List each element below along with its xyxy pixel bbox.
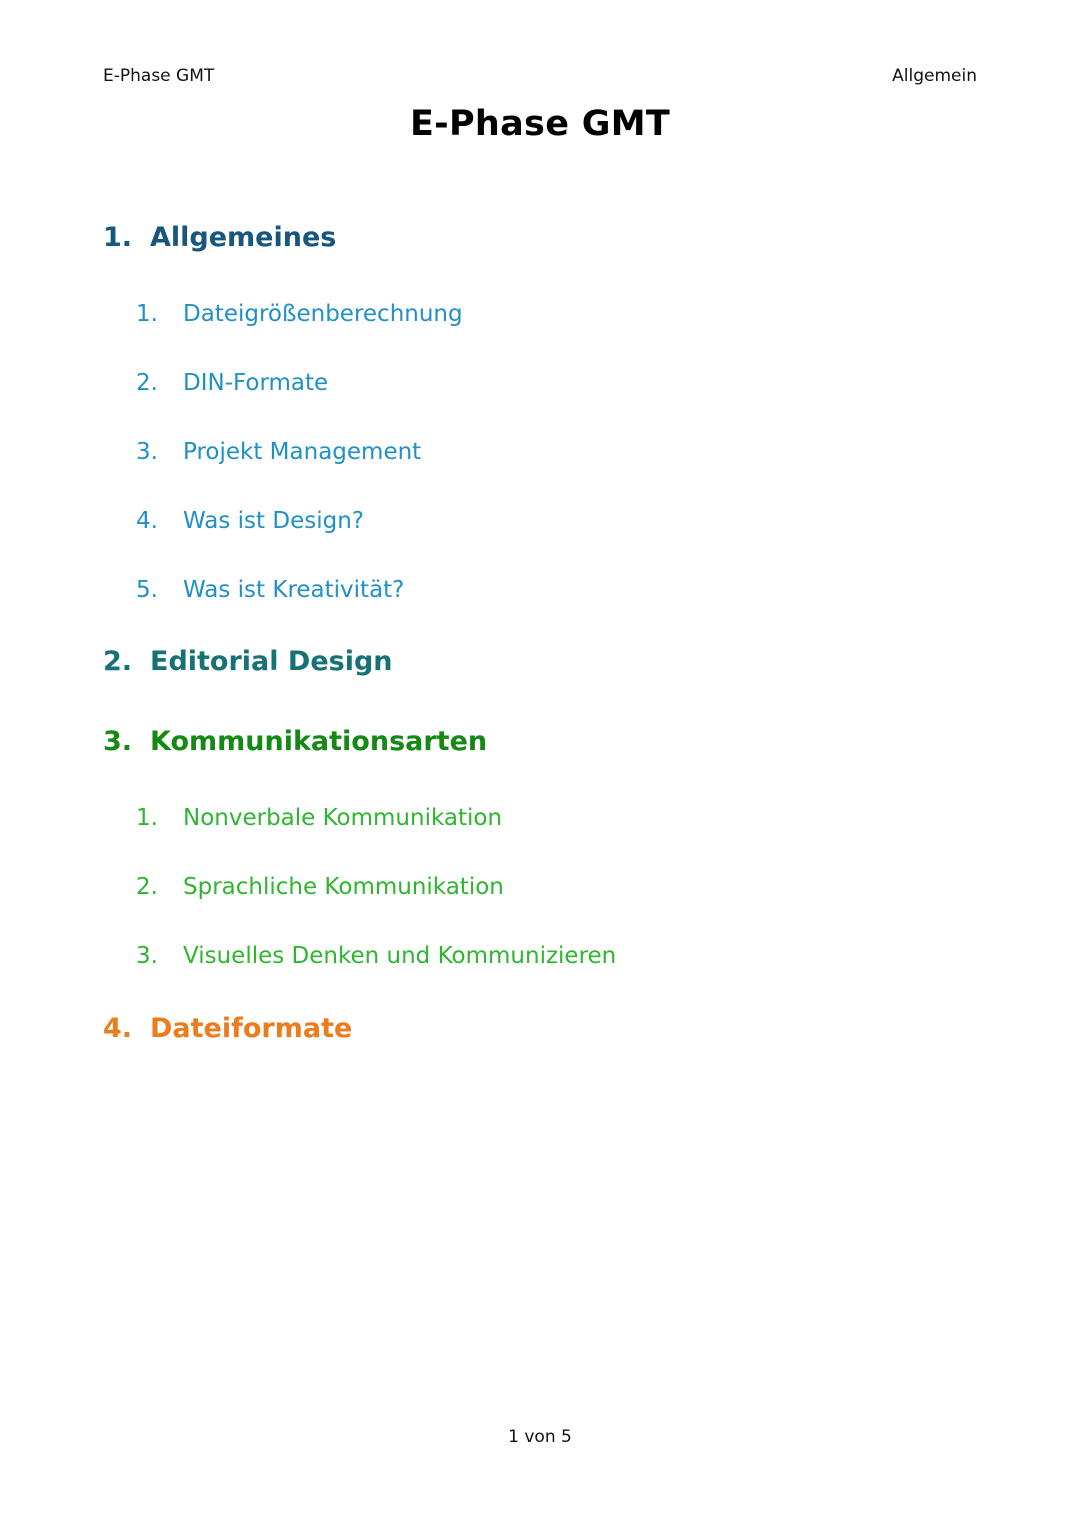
item-label: Sprachliche Kommunikation bbox=[183, 874, 504, 900]
section-label: Editorial Design bbox=[150, 646, 393, 677]
item-label: Was ist Kreativität? bbox=[183, 577, 405, 603]
page-title: E-Phase GMT bbox=[409, 104, 671, 144]
toc-section-editorial-design[interactable] bbox=[103, 646, 393, 677]
item-number: 3. bbox=[136, 943, 158, 969]
toc-item-nonverbale-kommunikation[interactable] bbox=[136, 805, 502, 831]
toc-section-kommunikationsarten[interactable] bbox=[103, 726, 487, 757]
section-number: 3. bbox=[103, 726, 133, 757]
section-label: Dateiformate bbox=[150, 1013, 353, 1044]
section-label: Kommunikationsarten bbox=[150, 726, 488, 757]
item-label: Was ist Design? bbox=[183, 508, 364, 534]
item-number: 4. bbox=[136, 508, 158, 534]
item-number: 3. bbox=[136, 439, 158, 465]
section-label: Allgemeines bbox=[150, 222, 337, 253]
item-label: Projekt Management bbox=[183, 439, 422, 465]
item-number: 2. bbox=[136, 370, 158, 396]
item-label: Dateigrößenberechnung bbox=[183, 301, 463, 327]
running-header-left: E-Phase GMT bbox=[103, 66, 215, 86]
section-number: 2. bbox=[103, 646, 133, 677]
toc-item-was-ist-kreativitaet[interactable] bbox=[136, 577, 404, 603]
item-number: 5. bbox=[136, 577, 158, 603]
page-number: 1 von 5 bbox=[508, 1427, 572, 1447]
toc-item-sprachliche-kommunikation[interactable] bbox=[136, 874, 504, 900]
item-number: 1. bbox=[136, 301, 158, 327]
toc-item-visuelles-denken[interactable] bbox=[136, 943, 616, 969]
item-label: Nonverbale Kommunikation bbox=[183, 805, 503, 831]
toc-item-din-formate[interactable] bbox=[136, 370, 328, 396]
toc-item-dateigroessenberechnung[interactable] bbox=[136, 301, 463, 327]
toc-section-dateiformate[interactable] bbox=[103, 1013, 352, 1044]
item-number: 2. bbox=[136, 874, 158, 900]
item-number: 1. bbox=[136, 805, 158, 831]
section-number: 1. bbox=[103, 222, 133, 253]
running-header-right: Allgemein bbox=[892, 66, 977, 86]
toc-item-was-ist-design[interactable] bbox=[136, 508, 364, 534]
section-number: 4. bbox=[103, 1013, 133, 1044]
item-label: DIN-Formate bbox=[183, 370, 329, 396]
item-label: Visuelles Denken und Kommunizieren bbox=[183, 943, 617, 969]
toc-item-projekt-management[interactable] bbox=[136, 439, 421, 465]
toc-section-allgemeines[interactable] bbox=[103, 222, 336, 253]
